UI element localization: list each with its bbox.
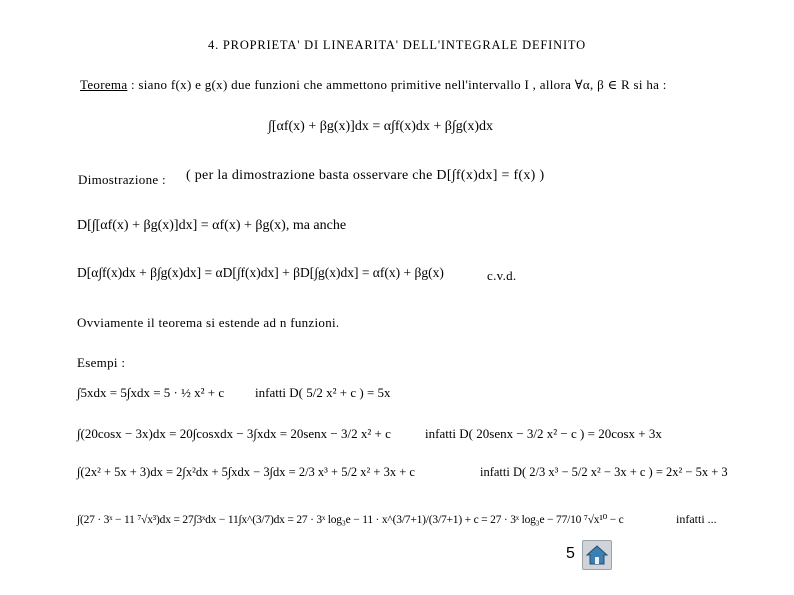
theorem-statement: [80, 77, 667, 93]
example-2: ∫(20cosx − 3x)dx = 20∫cosxdx − 3∫xdx = 20senx − 3/2 x² + c: [77, 426, 391, 441]
proof-cvd: c.v.d.: [487, 268, 517, 283]
example-2-check: infatti D( 20senx − 3/2 x² − c ) = 20cosx + 3x: [425, 426, 662, 441]
proof-line-2: D[α∫f(x)dx + β∫g(x)dx] = αD[∫f(x)dx] + βD[∫g(x)dx] = αf(x) + βg(x): [77, 265, 444, 280]
proof-hint: ( per la dimostrazione basta osservare che D[∫f(x)dx] = f(x) ): [186, 168, 545, 183]
extension-note: Ovviamente il teorema si estende ad n funzioni.: [77, 315, 340, 330]
home-icon: [583, 541, 611, 569]
proof-line-1: D[∫[αf(x) + βg(x)]dx] = αf(x) + βg(x), ma anche: [77, 218, 347, 233]
home-button[interactable]: [582, 540, 612, 570]
page-number: 5: [566, 545, 575, 562]
proof-label: Dimostrazione :: [78, 172, 166, 187]
example-3: ∫(2x² + 5x + 3)dx = 2∫x²dx + 5∫xdx − 3∫dx = 2/3 x³ + 5/2 x² + 3x + c: [77, 465, 415, 479]
example-4-check: infatti ...: [676, 512, 717, 526]
theorem-text: : siano f(x) e g(x) due funzioni che ammettono primitive nell'intervallo I , allora ∀α, β ∈ R si ha :: [127, 77, 667, 92]
example-1: ∫5xdx = 5∫xdx = 5 · ½ x² + c: [77, 385, 225, 400]
theorem-label: Teorema: [80, 77, 128, 92]
examples-label: Esempi :: [77, 355, 126, 370]
theorem-formula: ∫[αf(x) + βg(x)]dx = α∫f(x)dx + β∫g(x)dx: [268, 119, 494, 134]
example-1-check: infatti D( 5/2 x² + c ) = 5x: [255, 385, 391, 400]
page-title: 4. PROPRIETA' DI LINEARITA' DELL'INTEGRALE DEFINITO: [208, 38, 586, 52]
example-4: ∫(27 · 3ˣ − 11 ⁷√x³)dx = 27∫3ˣdx − 11∫x^(3/7)dx = 27 · 3ˣ log₃e − 11 · x^(3/7+1)/(3/7+1) + c = 27 · 3ˣ log₃e − 77/10 ⁷√x¹⁰ − c: [77, 514, 624, 526]
example-3-check: infatti D( 2/3 x³ − 5/2 x² − 3x + c ) = 2x² − 5x + 3: [480, 465, 728, 479]
